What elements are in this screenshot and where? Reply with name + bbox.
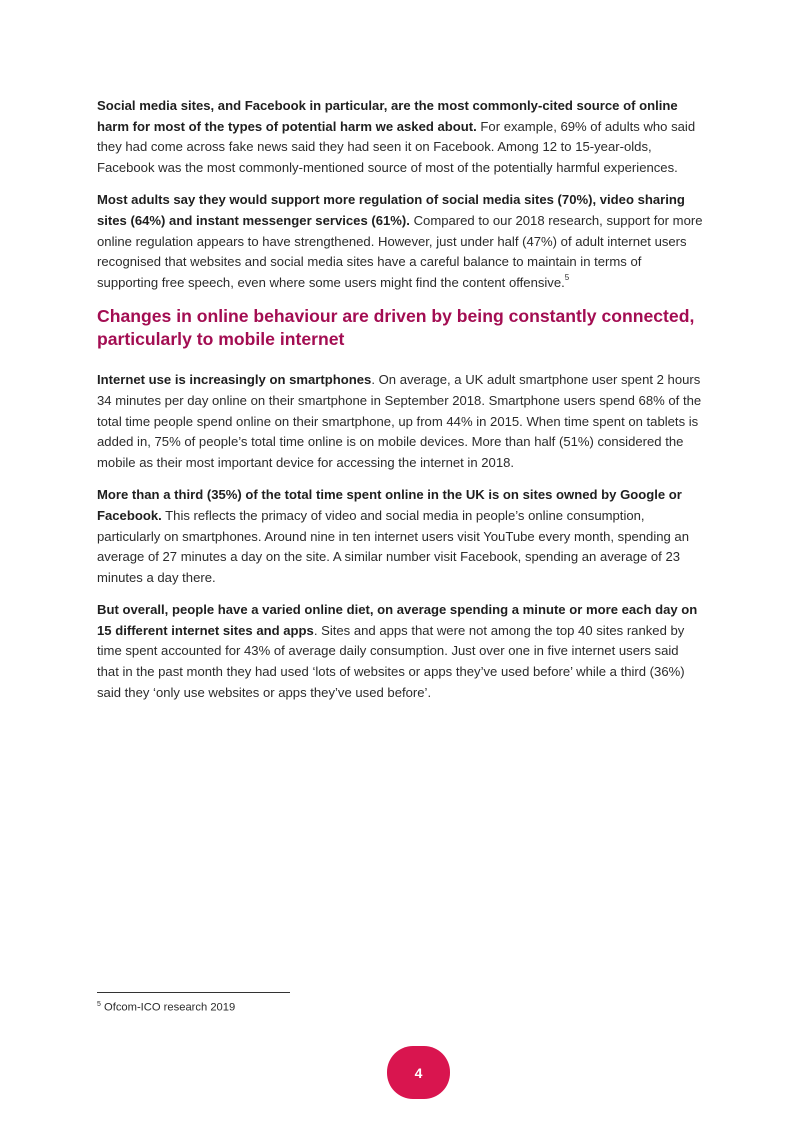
- footnote-reference[interactable]: 5: [564, 273, 570, 283]
- paragraph-lead: Most adults say they would support more regulation of social media sites (70%), video sharing sites (64%) and instant messenger services (61%).: [97, 192, 685, 228]
- paragraph-social-media-harm: [97, 96, 703, 178]
- paragraph-text: This reflects the primacy of video and social media in people’s online consumption, particularly on smartphones. Around nine in ten internet users visit YouTube every month, spending an average of 27 minutes a day on the site. A similar number visit Facebook, spending an average of 23 minutes a day there.: [97, 507, 689, 585]
- footnote-number: 5: [97, 1001, 101, 1008]
- footnote-divider: [97, 992, 290, 993]
- page-number-badge: [387, 1046, 450, 1099]
- paragraph-lead: Internet use is increasingly on smartphones: [97, 372, 372, 388]
- paragraph-text: For example, 69% of adults who said they had come across fake news said they had seen it on Facebook. Among 12 to 15-year-olds, Facebook was the most commonly-mentioned source of most of the potentially harmful experiences.: [97, 118, 696, 175]
- paragraph-lead: Social media sites, and Facebook in particular, are the most commonly-cited source of online harm for most of the types of potential harm we asked about.: [97, 98, 678, 134]
- paragraph-regulation-support: [97, 190, 703, 293]
- section-heading: Changes in online behaviour are driven by being constantly connected, particularly to mobile internet: [97, 306, 695, 350]
- paragraph-text: . Sites and apps that were not among the top 40 sites ranked by time spent accounted for 43% of average daily consumption. Just over one in five internet users said that in the past month they had used ‘lots of websites or apps they’ve used before’ while a third (36%) said they ‘only use websites or apps they’ve used before’.: [97, 622, 685, 700]
- paragraph-google-facebook: [97, 485, 703, 588]
- paragraph-text: Compared to our 2018 research, support for more online regulation appears to have strengthened. However, just under half (47%) of adult internet users recognised that websites and social media sites have a careful balance to maintain in terms of supporting free speech, even where some users might find the content offensive.: [97, 212, 703, 290]
- paragraph-lead: But overall, people have a varied online diet, on average spending a minute or more each day on 15 different internet sites and apps: [97, 602, 698, 638]
- paragraph-text: . On average, a UK adult smartphone user spent 2 hours 34 minutes per day online on their smartphone in September 2018. Smartphone users spend 68% of the total time people spend online on their smartphone, up from 44% in 2015. When time spent on tablets is added in, 75% of people’s total time online is on mobile devices. More than half (51%) considered the mobile as their most important device for accessing the internet in 2018.: [97, 372, 702, 470]
- paragraph-smartphones: [97, 370, 703, 473]
- paragraph-lead: More than a third (35%) of the total time spent online in the UK is on sites owned by Google or Facebook.: [97, 487, 682, 523]
- document-body: [97, 96, 703, 715]
- paragraph-varied-diet: [97, 600, 703, 703]
- footnote-text: Ofcom-ICO research 2019: [100, 1001, 236, 1014]
- page-number: 4: [414, 1064, 423, 1081]
- footnote: [97, 1001, 235, 1014]
